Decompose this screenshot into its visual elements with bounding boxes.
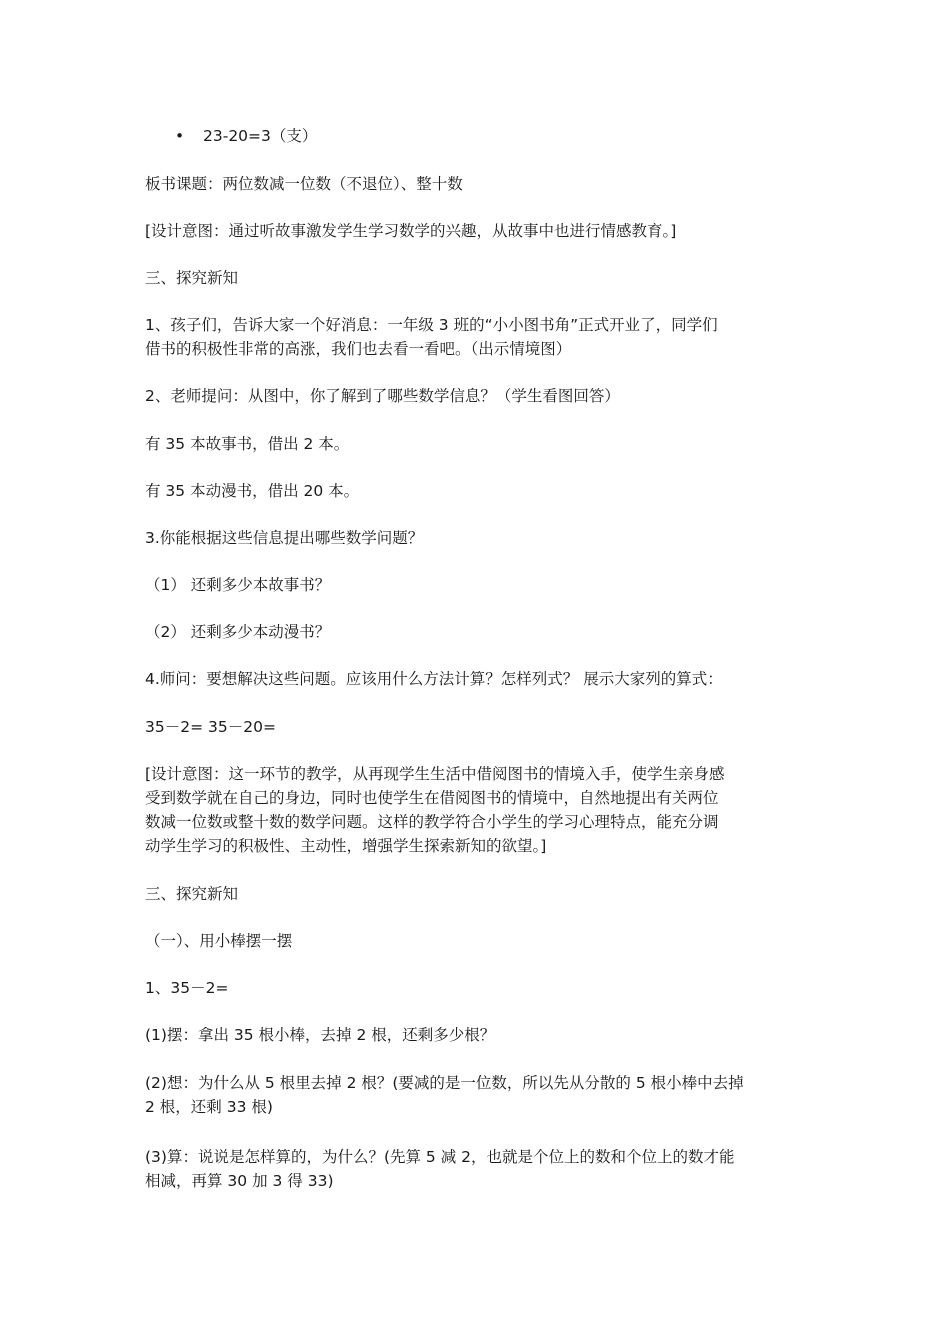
section-heading-explore: 三、探究新知 xyxy=(145,269,239,287)
design-intent-2-line-1: [设计意图：这一环节的教学，从再现学生生活中借阅图书的情境入手，使学生亲身感 xyxy=(145,765,725,783)
paragraph-1-line-1: 1、孩子们，告诉大家一个好消息：一年级 3 班的“小小图书角”正式开业了，同学们 xyxy=(145,316,718,334)
paragraph-1-line-2: 借书的积极性非常的高涨，我们也去看一看吧。（出示情境图） xyxy=(145,340,572,358)
info-comic-books: 有 35 本动漫书，借出 20 本。 xyxy=(145,482,360,500)
section-heading-explore-2: 三、探究新知 xyxy=(145,885,239,903)
question-1: （1） 还剩多少本故事书？ xyxy=(145,576,331,594)
design-intent-1: [设计意图：通过听故事激发学生学习数学的兴趣，从故事中也进行情感教育。] xyxy=(145,222,677,240)
subsection-sticks: （一）、用小棒摆一摆 xyxy=(145,932,293,950)
design-intent-2-line-3: 数减一位数或整十数的数学问题。这样的教学符合小学生的学习心理特点，能充分调 xyxy=(145,813,719,831)
heading-board-title: 板书课题：两位数减一位数（不退位）、整十数 xyxy=(145,175,463,193)
question-2: （2） 还剩多少本动漫书？ xyxy=(145,623,331,641)
paragraph-2: 2、老师提问：从图中，你了解到了哪些数学信息？（学生看图回答） xyxy=(145,387,620,405)
design-intent-2-line-2: 受到数学就在自己的身边，同时也使学生在借阅图书的情境中，自然地提出有关两位 xyxy=(145,789,719,807)
problem-1: 1、35－2= xyxy=(145,979,229,997)
bullet-item xyxy=(175,124,317,148)
paragraph-4: 4.师问：要想解决这些问题。应该用什么方法计算？怎样列式？ 展示大家列的算式： xyxy=(145,670,723,688)
step-think-line-2: 2 根，还剩 33 根) xyxy=(145,1098,273,1116)
bullet-marker: • xyxy=(175,127,185,145)
bullet-text: 23-20=3（支） xyxy=(203,127,318,145)
step-arrange: (1)摆：拿出 35 根小棒，去掉 2 根，还剩多少根？ xyxy=(145,1026,496,1044)
step-calc-line-2: 相减，再算 30 加 3 得 33) xyxy=(145,1172,334,1190)
info-story-books: 有 35 本故事书，借出 2 本。 xyxy=(145,435,350,453)
step-think-line-1: (2)想：为什么从 5 根里去掉 2 根？(要减的是一位数，所以先从分散的 5 根小棒中去掉 xyxy=(145,1074,744,1092)
design-intent-2-line-4: 动学生学习的积极性、主动性，增强学生探索新知的欲望。] xyxy=(145,837,547,855)
equations: 35－2= 35－20= xyxy=(145,718,276,736)
step-calc-line-1: (3)算：说说是怎样算的，为什么？(先算 5 减 2，也就是个位上的数和个位上的数才能 xyxy=(145,1148,735,1166)
paragraph-3: 3.你能根据这些信息提出哪些数学问题？ xyxy=(145,529,424,547)
